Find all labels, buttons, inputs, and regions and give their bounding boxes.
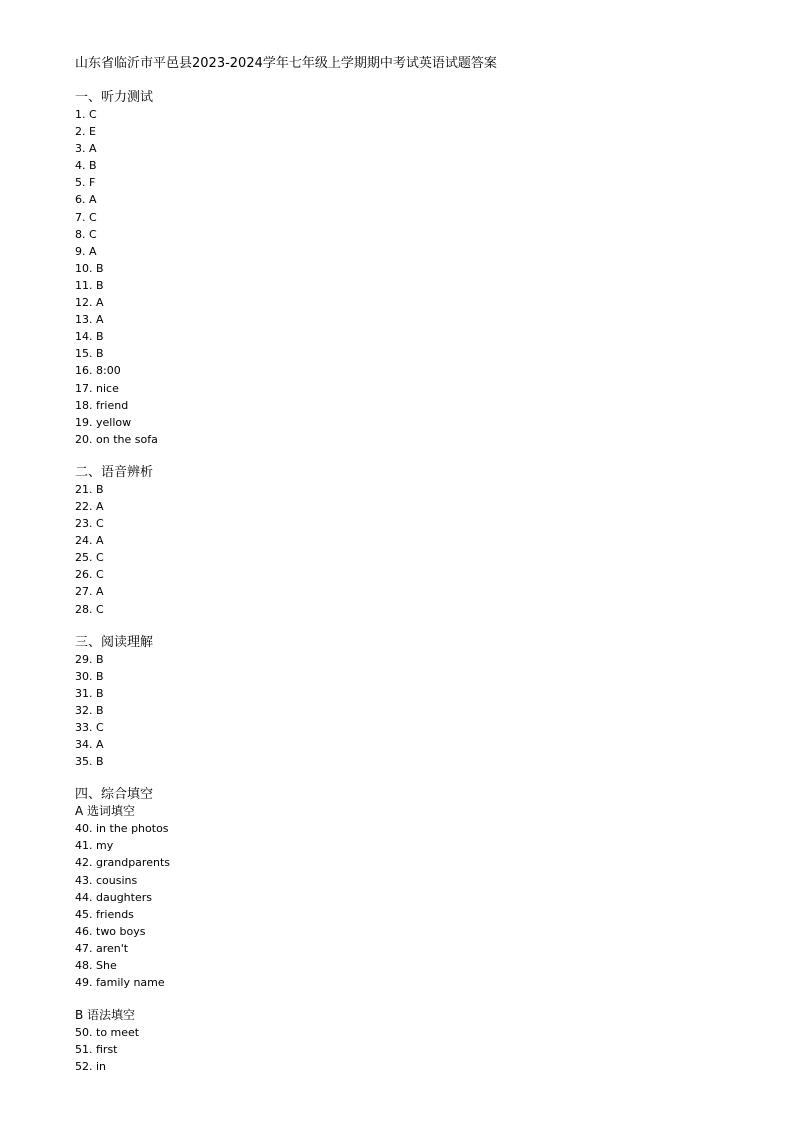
answer-item	[75, 566, 775, 583]
answer-value: to meet	[96, 1026, 140, 1040]
question-number: 52.	[75, 1060, 93, 1074]
answer-item	[75, 719, 775, 736]
answer-item	[75, 583, 775, 600]
question-number: 48.	[75, 959, 93, 973]
question-number: 49.	[75, 976, 93, 990]
answer-item	[75, 294, 775, 311]
question-number: 29.	[75, 652, 93, 666]
answer-value: B	[96, 703, 104, 717]
answer-value: F	[89, 176, 96, 190]
answer-item	[75, 685, 775, 702]
answer-item	[75, 481, 775, 498]
answer-item	[75, 889, 775, 906]
subsection-heading: B 语法填空	[75, 1008, 136, 1023]
answer-item	[75, 345, 775, 362]
answer-item	[75, 974, 775, 991]
answer-item	[75, 226, 775, 243]
answer-item	[75, 668, 775, 685]
question-number: 31.	[75, 686, 93, 700]
answer-value: first	[96, 1043, 118, 1057]
question-number: 28.	[75, 602, 93, 616]
answer-value: family name	[96, 976, 165, 990]
answer-item	[75, 191, 775, 208]
answer-value: A	[96, 534, 104, 548]
answer-item	[75, 414, 775, 431]
question-number: 19.	[75, 415, 93, 429]
section-4	[75, 786, 775, 1075]
question-number: 24.	[75, 534, 93, 548]
answer-value: in the photos	[96, 822, 169, 836]
answer-value: A	[89, 193, 97, 207]
answer-value: A	[96, 585, 104, 599]
answer-item	[75, 174, 775, 191]
answer-item	[75, 753, 775, 770]
question-number: 50.	[75, 1026, 93, 1040]
question-number: 25.	[75, 551, 93, 565]
answer-value: B	[96, 330, 104, 344]
answer-item	[75, 311, 775, 328]
answer-value: A	[89, 142, 97, 156]
answer-value: E	[89, 125, 96, 139]
answer-item	[75, 498, 775, 515]
question-number: 3.	[75, 142, 86, 156]
answer-item	[75, 854, 775, 871]
answer-item	[75, 157, 775, 174]
answer-item	[75, 906, 775, 923]
answer-value: A	[96, 296, 104, 310]
answer-value: B	[96, 755, 104, 769]
answer-item	[75, 380, 775, 397]
question-number: 8.	[75, 227, 86, 241]
answer-item	[75, 106, 775, 123]
answer-value: B	[96, 669, 104, 683]
question-number: 34.	[75, 738, 93, 752]
answer-value: two boys	[96, 924, 146, 938]
answer-value: daughters	[96, 890, 152, 904]
answer-value: C	[96, 568, 104, 582]
section-3	[75, 634, 775, 771]
answer-value: friend	[96, 398, 129, 412]
answer-value: grandparents	[96, 856, 170, 870]
answer-group	[75, 651, 775, 771]
answer-item	[75, 209, 775, 226]
answer-value: She	[96, 959, 117, 973]
answer-item	[75, 601, 775, 618]
question-number: 12.	[75, 296, 93, 310]
answer-group	[75, 106, 775, 448]
answer-value: my	[96, 839, 114, 853]
section-heading: 二、语音辨析	[75, 464, 154, 480]
question-number: 15.	[75, 347, 93, 361]
answer-item	[75, 837, 775, 854]
answer-value: A	[96, 738, 104, 752]
answer-value: C	[89, 108, 97, 121]
answer-item	[75, 651, 775, 668]
question-number: 9.	[75, 244, 86, 258]
question-number: 11.	[75, 278, 93, 292]
answer-item	[75, 277, 775, 294]
question-number: 32.	[75, 703, 93, 717]
answer-item	[75, 532, 775, 549]
question-number: 35.	[75, 755, 93, 769]
answer-item	[75, 940, 775, 957]
question-number: 26.	[75, 568, 93, 582]
answer-value: nice	[96, 381, 119, 395]
answer-value: A	[96, 499, 104, 513]
question-number: 47.	[75, 941, 93, 955]
answer-sections	[75, 89, 775, 1076]
answer-value: B	[96, 482, 104, 496]
answer-value: C	[96, 602, 104, 616]
answer-group	[75, 481, 775, 618]
answer-item	[75, 397, 775, 414]
answer-group	[75, 1007, 775, 1075]
answer-item	[75, 260, 775, 277]
document-title: 山东省临沂市平邑县2023-2024学年七年级上学期期中考试英语试题答案	[75, 56, 497, 71]
question-number: 23.	[75, 517, 93, 531]
question-number: 2.	[75, 125, 86, 139]
question-number: 6.	[75, 193, 86, 207]
answer-value: B	[96, 261, 104, 275]
answer-group	[75, 803, 775, 991]
answer-value: A	[96, 313, 104, 327]
question-number: 10.	[75, 261, 93, 275]
answer-value: C	[96, 517, 104, 531]
answer-value: 8:00	[96, 364, 121, 378]
question-number: 22.	[75, 499, 93, 513]
answer-item	[75, 957, 775, 974]
answer-item	[75, 243, 775, 260]
question-number: 17.	[75, 381, 93, 395]
answer-item	[75, 140, 775, 157]
answer-value: B	[96, 278, 104, 292]
question-number: 21.	[75, 482, 93, 496]
question-number: 18.	[75, 398, 93, 412]
answer-value: C	[96, 721, 104, 734]
answer-value: B	[96, 686, 104, 700]
question-number: 27.	[75, 585, 93, 599]
question-number: 43.	[75, 873, 93, 887]
answer-value: B	[96, 652, 104, 666]
answer-item	[75, 872, 775, 889]
answer-value: aren't	[96, 941, 129, 955]
question-number: 33.	[75, 721, 93, 734]
answer-item	[75, 1041, 775, 1058]
section-heading: 四、综合填空	[75, 787, 154, 803]
answer-item	[75, 123, 775, 140]
answer-value: friends	[96, 907, 134, 921]
question-number: 16.	[75, 364, 93, 378]
answer-item	[75, 1058, 775, 1075]
question-number: 45.	[75, 907, 93, 921]
section-2	[75, 464, 775, 618]
question-number: 13.	[75, 313, 93, 327]
question-number: 40.	[75, 822, 93, 836]
answer-item	[75, 736, 775, 753]
question-number: 14.	[75, 330, 93, 344]
question-number: 4.	[75, 159, 86, 173]
answer-value: cousins	[96, 873, 138, 887]
answer-item	[75, 923, 775, 940]
question-number: 41.	[75, 839, 93, 853]
answer-item	[75, 1024, 775, 1041]
question-number: 20.	[75, 432, 93, 446]
answer-item	[75, 362, 775, 379]
answer-document	[75, 55, 775, 1076]
answer-item	[75, 820, 775, 837]
question-number: 7.	[75, 210, 86, 224]
answer-value: C	[89, 227, 97, 241]
section-1	[75, 89, 775, 448]
question-number: 5.	[75, 176, 86, 190]
question-number: 30.	[75, 669, 93, 683]
answer-item	[75, 431, 775, 448]
answer-value: C	[89, 210, 97, 224]
section-heading: 一、听力测试	[75, 90, 154, 105]
answer-value: B	[96, 347, 104, 361]
subsection-heading: A 选词填空	[75, 804, 136, 819]
answer-value: yellow	[96, 415, 132, 429]
answer-item	[75, 515, 775, 532]
answer-item	[75, 549, 775, 566]
answer-value: C	[96, 551, 104, 565]
section-heading: 三、阅读理解	[75, 634, 154, 650]
question-number: 44.	[75, 890, 93, 904]
answer-value: in	[96, 1060, 107, 1074]
question-number: 42.	[75, 856, 93, 870]
answer-value: A	[89, 244, 97, 258]
question-number: 46.	[75, 924, 93, 938]
answer-value: on the sofa	[96, 432, 158, 446]
question-number: 1.	[75, 108, 86, 121]
answer-value: B	[89, 159, 97, 173]
question-number: 51.	[75, 1043, 93, 1057]
answer-item	[75, 702, 775, 719]
answer-item	[75, 328, 775, 345]
